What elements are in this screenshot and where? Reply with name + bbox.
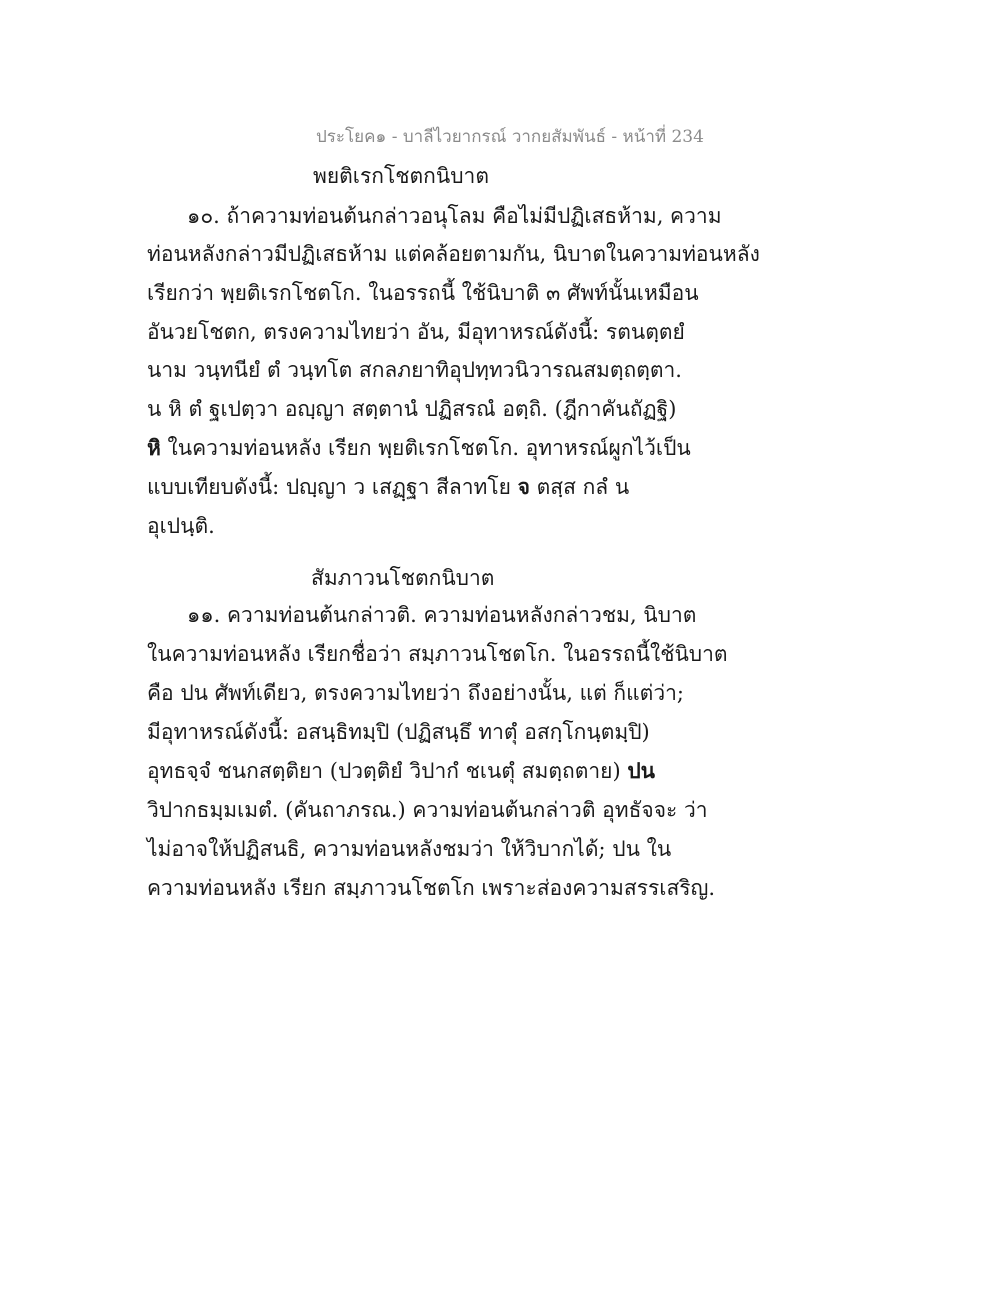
line-text: ในความท่อนหลัง เรียก พฺยติเรกโชตโก. อุทาหรณ์ผูกไว้เป็น — [160, 436, 691, 460]
bold-particle: หิ — [147, 435, 161, 460]
paragraph-line: ๑๑. ความท่อนต้นกล่าวติ. ความท่อนหลังกล่าวชม, นิบาต — [187, 603, 697, 627]
paragraph-line: คือ ปน ศัพท์เดียว, ตรงความไทยว่า ถึงอย่างนั้น, แต่ ก็แต่ว่า; — [147, 681, 684, 705]
paragraph-line: ท่อนหลังกล่าวมีปฏิเสธห้าม แต่คล้อยตามกัน, นิบาตในความท่อนหลัง — [147, 242, 760, 266]
paragraph-line: เรียกว่า พฺยติเรกโชตโก. ในอรรถนี้ ใช้นิบาติ ๓ ศัพท์นั้นเหมือน — [147, 281, 699, 305]
bold-particle: จ — [517, 474, 530, 499]
line-text: แบบเทียบดังนี้: ปญฺญา ว เสฏฺฐา สีลาทโย — [147, 475, 518, 499]
paragraph-line — [147, 473, 629, 501]
paragraph-line: อุเปนฺติ. — [147, 514, 215, 538]
paragraph-line: นาม วนฺทนียํ ตํ วนฺทโต สกลภยาทิอุปทฺทวนิวารณสมตฺถตฺตา. — [147, 358, 682, 382]
paragraph-line: ๑๐. ถ้าความท่อนต้นกล่าวอนุโลม คือไม่มีปฏิเสธห้าม, ความ — [187, 204, 722, 228]
paragraph-line: มีอุทาหรณ์ดังนี้: อสนฺธิทมฺปิ (ปฏิสนฺธึ ทาตุํ อสกฺโกนฺตมฺปิ) — [147, 720, 650, 744]
paragraph-line — [147, 434, 691, 462]
paragraph-line: ความท่อนหลัง เรียก สมฺภาวนโชตโก เพราะส่องความสรรเสริญ. — [147, 876, 716, 900]
line-text: อุทธจฺจํ ชนกสตฺติยา (ปวตฺติยํ วิปากํ ชเนตุํ สมตฺถตาย) — [147, 759, 628, 783]
bold-particle: ปน — [627, 758, 656, 783]
section-heading-sambhavana: สัมภาวนโชตกนิบาต — [311, 566, 495, 590]
paragraph-line — [147, 757, 655, 785]
line-text: ตสฺส กลํ น — [529, 475, 630, 499]
paragraph-line: วิปากธมฺมเมตํ. (คันถาภรณ.) ความท่อนต้นกล่าวติ อุทธัจจะ ว่า — [147, 798, 708, 822]
section-heading-byatireka: พยติเรกโชตกนิบาต — [313, 164, 489, 188]
running-header: ประโยค๑ - บาลีไวยากรณ์ วากยสัมพันธ์ - หน้าที่ 234 — [316, 127, 704, 147]
paragraph-line: อันวยโชตก, ตรงความไทยว่า อัน, มีอุทาหรณ์ดังนี้: รตนตฺตยํ — [147, 320, 685, 344]
paragraph-line: ในความท่อนหลัง เรียกชื่อว่า สมฺภาวนโชตโก. ในอรรถนี้ใช้นิบาต — [147, 642, 728, 666]
paragraph-line: น หิ ตํ ฐเปตฺวา อญฺญา สตฺตานํ ปฏิสรณํ อตฺถิ. (ฎีกาคันถัฏฐิ) — [147, 397, 677, 421]
paragraph-line: ไม่อาจให้ปฏิสนธิ, ความท่อนหลังชมว่า ให้วิบากได้; ปน ใน — [147, 837, 672, 861]
